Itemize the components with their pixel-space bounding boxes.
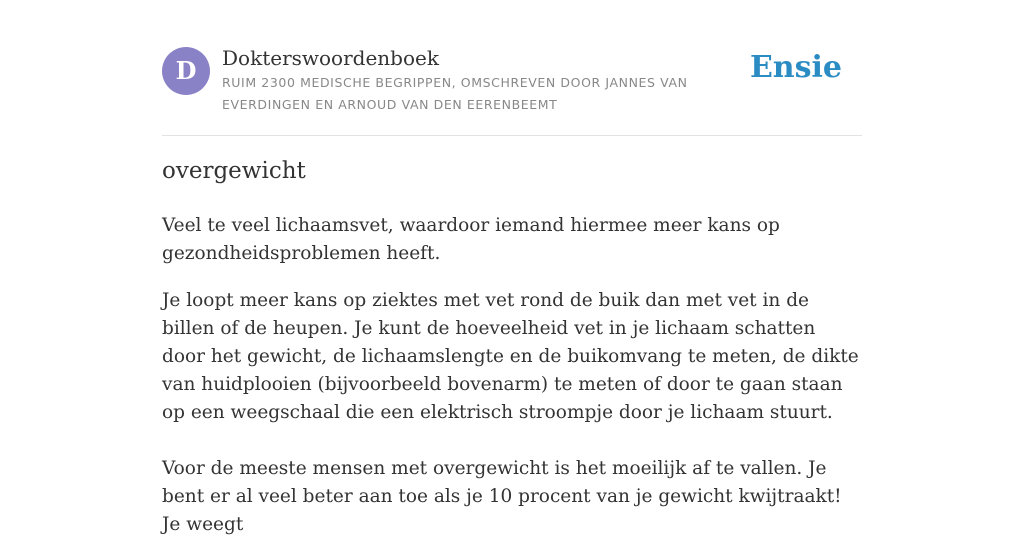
page	[162, 0, 862, 535]
brand-logo[interactable]: Ensie	[749, 50, 842, 85]
definition-paragraph: Voor de meeste mensen met overgewicht is het moeilijk af te vallen. Je bent er al veel beter aan toe als je 10 procent van je gewicht kwijtraakt! Je weegt	[162, 458, 842, 535]
header	[162, 0, 862, 136]
avatar[interactable]: D	[162, 47, 210, 95]
entry-definition	[162, 212, 862, 558]
site-subtitle: RUIM 2300 MEDISCHE BEGRIPPEN, OMSCHREVEN DOOR JANNES VAN EVERDINGEN EN ARNOUD VAN DEN EERENBEEMT	[222, 75, 688, 112]
entry-term: overgewicht	[162, 158, 306, 184]
definition-paragraph: Veel te veel lichaamsvet, waardoor iemand hiermee meer kans op gezondheidsproblemen heeft.	[162, 215, 780, 264]
site-title[interactable]: Dokterswoordenboek	[222, 46, 439, 70]
definition-paragraph: Je loopt meer kans op ziektes met vet rond de buik dan met vet in de billen of de heupen. Je kunt de hoeveelheid vet in je lichaam schatten door het gewicht, de lichaamslengte en de buikomvang te meten, de dikte van huidplooien (bijvoorbeeld bovenarm) te meten of door te gaan staan op een weegschaal die een elektrisch stroompje door je lichaam stuurt.	[162, 290, 859, 423]
